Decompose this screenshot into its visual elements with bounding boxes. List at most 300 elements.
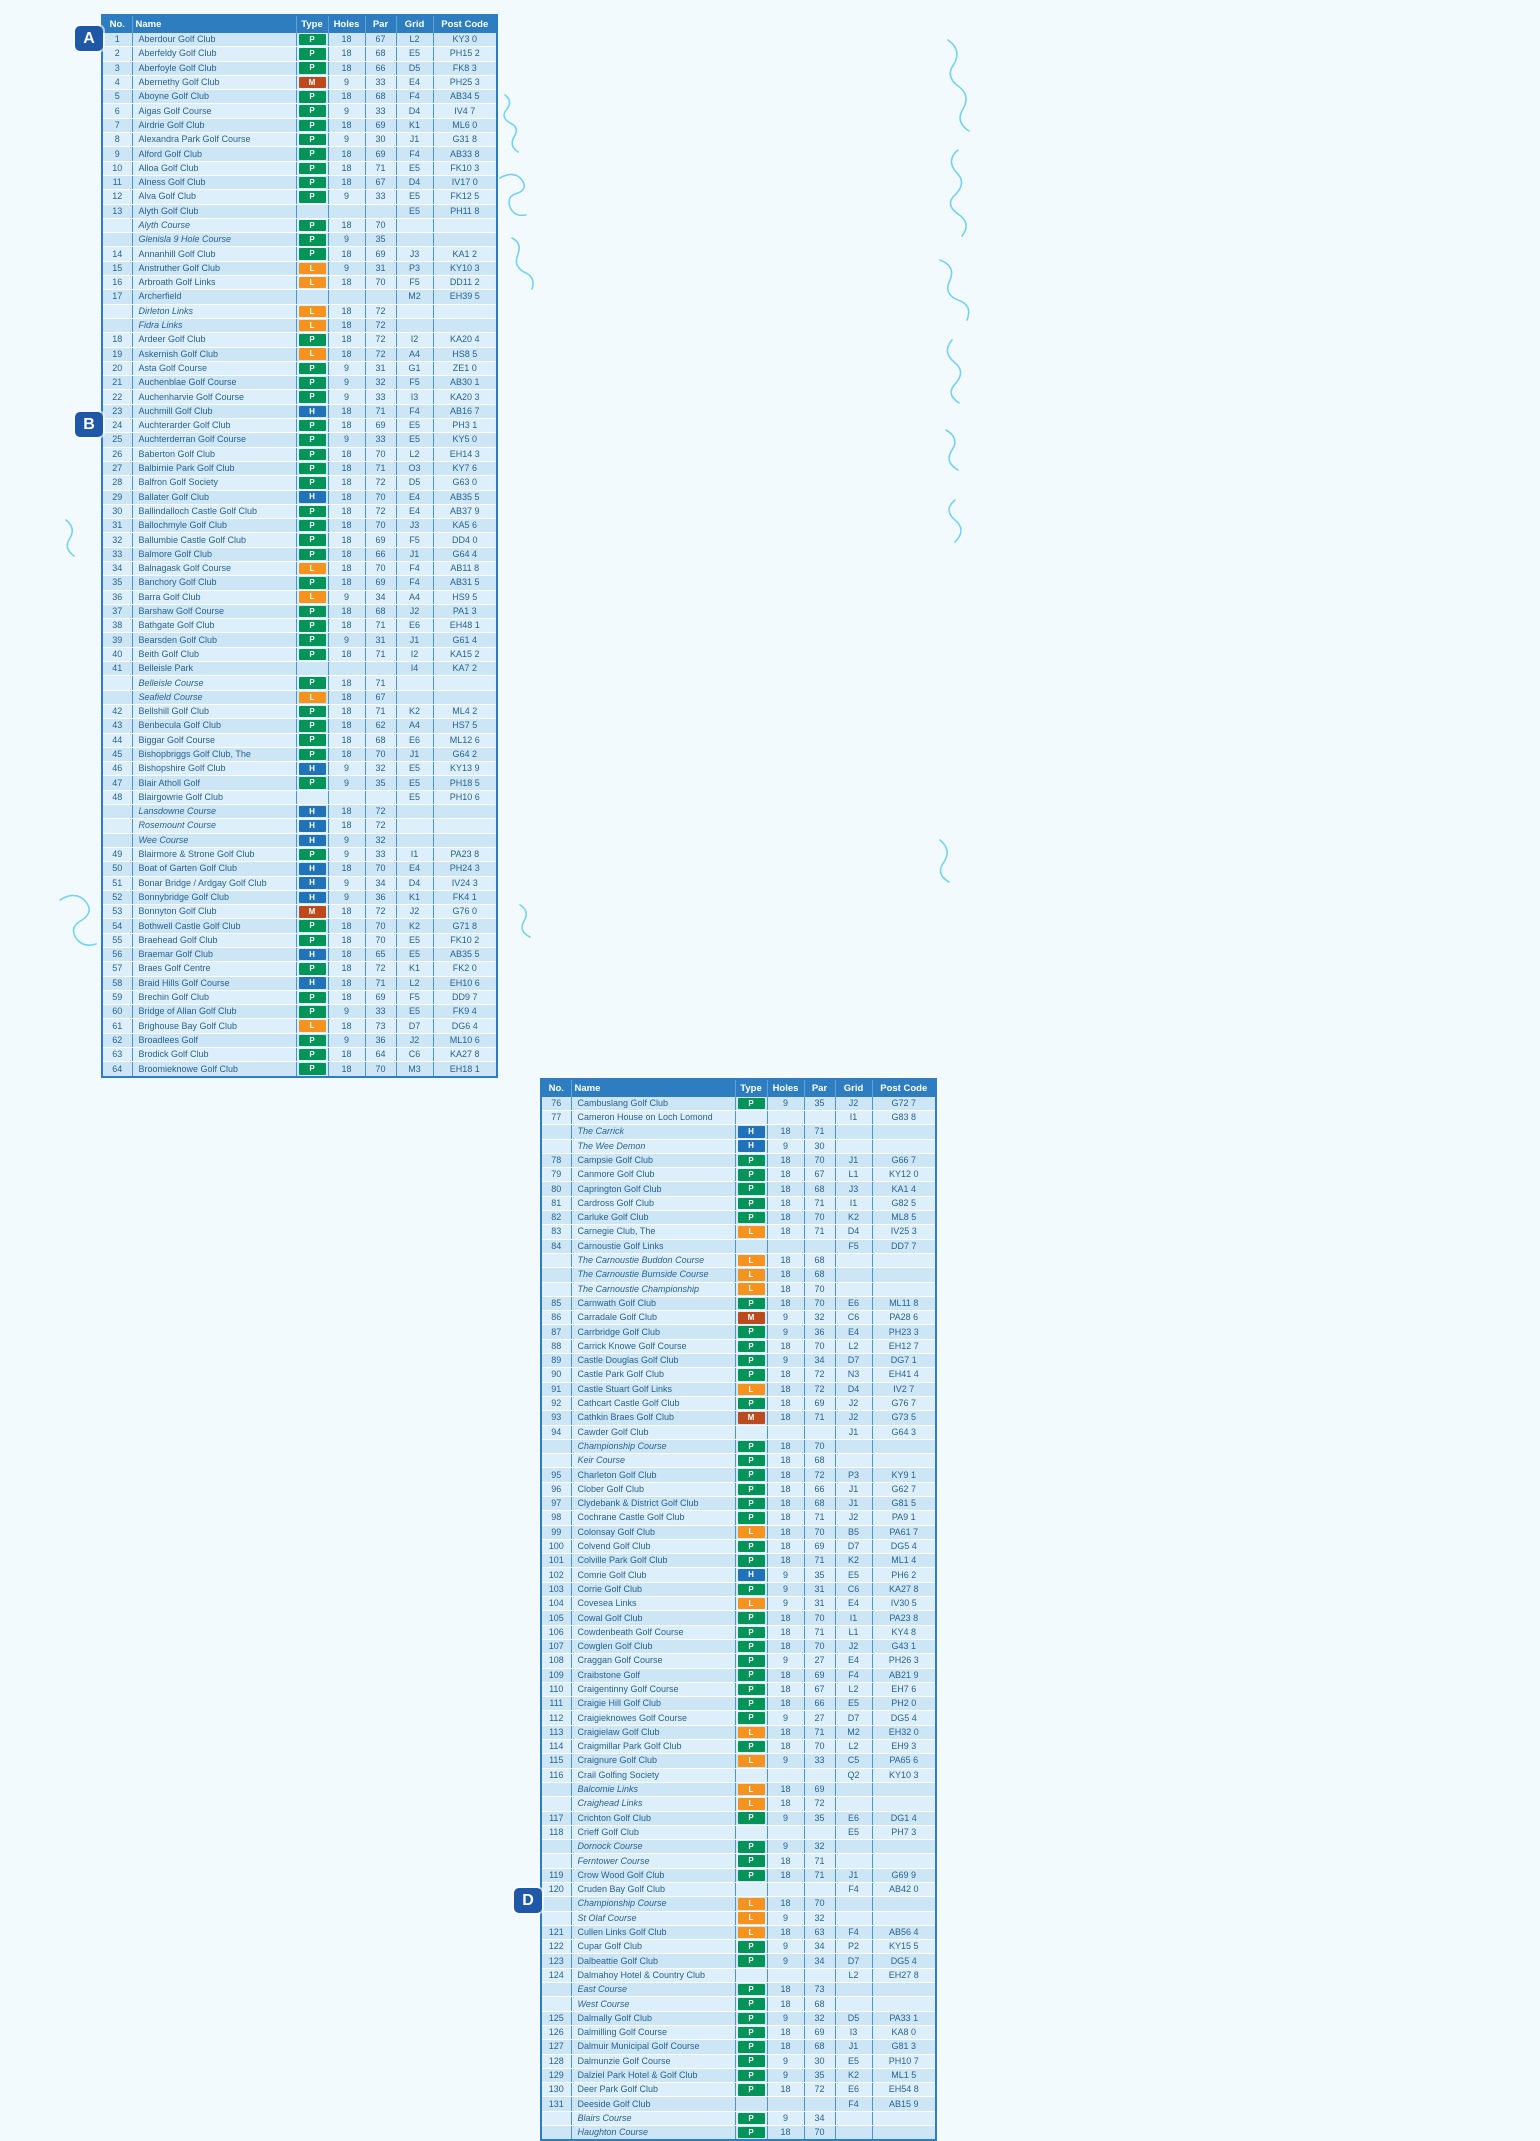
- table-row: [541, 1311, 936, 1325]
- cell-par: 70: [365, 561, 396, 575]
- cell-holes: 9: [328, 876, 365, 890]
- cell-grid: L2: [396, 447, 433, 461]
- cell-no: 123: [541, 1954, 571, 1968]
- cell-type: [735, 1554, 767, 1568]
- cell-grid: I1: [835, 1196, 872, 1210]
- cell-name: Banchory Golf Club: [132, 576, 296, 590]
- cell-no: [541, 1253, 571, 1267]
- cell-no: [541, 1282, 571, 1296]
- cell-grid: J1: [835, 1868, 872, 1882]
- cell-name: Crieff Golf Club: [571, 1825, 735, 1839]
- cell-name: Benbecula Golf Club: [132, 719, 296, 733]
- cell-postcode: KA15 2: [433, 647, 497, 661]
- cell-holes: 18: [767, 1854, 804, 1868]
- cell-name: Aberfeldy Golf Club: [132, 47, 296, 61]
- cell-par: 32: [804, 1311, 835, 1325]
- cell-type: [735, 1110, 767, 1124]
- cell-postcode: EH18 1: [433, 1062, 497, 1077]
- cell-par: 71: [365, 647, 396, 661]
- cell-type: [296, 976, 328, 990]
- cell-grid: L2: [835, 1968, 872, 1982]
- cell-grid: D7: [835, 1539, 872, 1553]
- column-header-name: Name: [571, 1079, 735, 1097]
- cell-name: Dalmilling Golf Course: [571, 2025, 735, 2039]
- table-row: [102, 147, 497, 161]
- cell-name: Dalbeattie Golf Club: [571, 1954, 735, 1968]
- type-badge-P: P: [299, 220, 326, 232]
- cell-holes: 18: [767, 1897, 804, 1911]
- cell-grid: I2: [396, 647, 433, 661]
- cell-type: [735, 1139, 767, 1153]
- cell-holes: 9: [328, 847, 365, 861]
- table-row: [541, 1754, 936, 1768]
- type-badge-H: H: [738, 1569, 765, 1581]
- type-badge-P: P: [738, 1698, 765, 1710]
- cell-type: [296, 1033, 328, 1047]
- cell-no: 92: [541, 1396, 571, 1410]
- cell-postcode: FK9 4: [433, 1005, 497, 1019]
- cell-type: [296, 276, 328, 290]
- golf-clubs-table-left: [83, 14, 1101, 1078]
- cell-type: [296, 847, 328, 861]
- cell-grid: K1: [396, 118, 433, 132]
- course-sub-row: [102, 676, 497, 690]
- cell-name: Bothwell Castle Golf Club: [132, 919, 296, 933]
- type-badge-P: P: [738, 1326, 765, 1338]
- cell-grid: [396, 318, 433, 332]
- cell-grid: [835, 1897, 872, 1911]
- cell-holes: 18: [767, 1382, 804, 1396]
- type-badge-P: P: [299, 577, 326, 589]
- cell-holes: 18: [328, 61, 365, 75]
- cell-type: [735, 1697, 767, 1711]
- table-row: [102, 604, 497, 618]
- type-badge-P: P: [738, 1183, 765, 1195]
- cell-postcode: [872, 1439, 936, 1453]
- type-badge-L: L: [299, 277, 326, 289]
- cell-grid: J3: [396, 519, 433, 533]
- cell-holes: 18: [328, 676, 365, 690]
- cell-holes: 18: [328, 948, 365, 962]
- cell-name: Ardeer Golf Club: [132, 333, 296, 347]
- table-row: [102, 762, 497, 776]
- cell-no: [102, 690, 132, 704]
- course-sub-row: [102, 819, 497, 833]
- cell-no: 41: [102, 662, 132, 676]
- cell-postcode: FK8 3: [433, 61, 497, 75]
- cell-no: 27: [102, 461, 132, 475]
- cell-no: 120: [541, 1883, 571, 1897]
- cell-type: [296, 175, 328, 189]
- cell-postcode: KA20 4: [433, 333, 497, 347]
- cell-type: [296, 218, 328, 232]
- cell-grid: D4: [396, 175, 433, 189]
- cell-postcode: G82 5: [872, 1196, 936, 1210]
- cell-holes: 18: [328, 504, 365, 518]
- cell-holes: [767, 1968, 804, 1982]
- cell-par: 71: [804, 1725, 835, 1739]
- cell-no: 130: [541, 2083, 571, 2097]
- cell-holes: 9: [328, 776, 365, 790]
- cell-grid: F4: [396, 561, 433, 575]
- cell-postcode: DD11 2: [433, 276, 497, 290]
- cell-holes: 18: [767, 2126, 804, 2141]
- cell-par: 31: [365, 361, 396, 375]
- type-badge-M: M: [738, 1312, 765, 1324]
- cell-par: 32: [365, 833, 396, 847]
- cell-grid: J2: [835, 1411, 872, 1425]
- cell-postcode: IV30 5: [872, 1597, 936, 1611]
- course-sub-row: [541, 2111, 936, 2125]
- cell-postcode: KA1 4: [872, 1182, 936, 1196]
- cell-postcode: G64 2: [433, 747, 497, 761]
- cell-grid: D4: [835, 1382, 872, 1396]
- cell-postcode: AB37 9: [433, 504, 497, 518]
- type-badge-L: L: [738, 1283, 765, 1295]
- type-badge-P: P: [738, 1098, 765, 1110]
- cell-postcode: FK10 3: [433, 161, 497, 175]
- cell-no: [541, 2126, 571, 2141]
- type-badge-H: H: [299, 835, 326, 847]
- cell-type: [296, 47, 328, 61]
- type-badge-P: P: [738, 1341, 765, 1353]
- cell-no: 58: [102, 976, 132, 990]
- cell-postcode: DD4 0: [433, 533, 497, 547]
- cell-no: 22: [102, 390, 132, 404]
- course-sub-row: [541, 1897, 936, 1911]
- cell-name: Ballater Golf Club: [132, 490, 296, 504]
- cell-no: [102, 833, 132, 847]
- cell-postcode: EH54 8: [872, 2083, 936, 2097]
- cell-name: Carrick Knowe Golf Course: [571, 1339, 735, 1353]
- golf-clubs-table-right: [522, 1078, 1540, 2141]
- cell-grid: F5: [396, 276, 433, 290]
- cell-par: 35: [804, 1568, 835, 1582]
- cell-par: 35: [804, 2068, 835, 2082]
- cell-no: 4: [102, 75, 132, 89]
- cell-postcode: AB42 0: [872, 1883, 936, 1897]
- cell-postcode: DG5 4: [872, 1711, 936, 1725]
- cell-name: Archerfield: [132, 290, 296, 304]
- cell-postcode: ML12 6: [433, 733, 497, 747]
- type-badge-H: H: [738, 1140, 765, 1152]
- cell-no: 78: [541, 1153, 571, 1167]
- cell-holes: 18: [328, 962, 365, 976]
- cell-no: 122: [541, 1940, 571, 1954]
- cell-par: 69: [365, 533, 396, 547]
- cell-name: Bonnyton Golf Club: [132, 905, 296, 919]
- cell-no: 57: [102, 962, 132, 976]
- cell-postcode: AB16 7: [433, 404, 497, 418]
- cell-name: Castle Park Golf Club: [571, 1368, 735, 1382]
- column-header-post-code: Post Code: [433, 15, 497, 33]
- cell-grid: O3: [396, 461, 433, 475]
- cell-par: 69: [804, 2025, 835, 2039]
- cell-no: 115: [541, 1754, 571, 1768]
- cell-type: [735, 1925, 767, 1939]
- cell-name: Seafield Course: [132, 690, 296, 704]
- cell-postcode: G62 7: [872, 1482, 936, 1496]
- cell-grid: [835, 1840, 872, 1854]
- cell-no: [541, 1439, 571, 1453]
- cell-grid: Q2: [835, 1768, 872, 1782]
- cell-no: 38: [102, 619, 132, 633]
- type-badge-P: P: [299, 1049, 326, 1061]
- table-row: [541, 1153, 936, 1167]
- cell-type: [296, 962, 328, 976]
- cell-par: 34: [365, 876, 396, 890]
- cell-grid: [835, 1282, 872, 1296]
- cell-postcode: [872, 1253, 936, 1267]
- cell-holes: 18: [767, 1668, 804, 1682]
- type-badge-P: P: [738, 1955, 765, 1967]
- cell-holes: 18: [328, 805, 365, 819]
- cell-type: [296, 890, 328, 904]
- cell-holes: 18: [767, 2025, 804, 2039]
- table-row: [541, 1539, 936, 1553]
- type-badge-P: P: [299, 148, 326, 160]
- cell-postcode: ML8 5: [872, 1211, 936, 1225]
- cell-holes: 18: [767, 1168, 804, 1182]
- cell-name: Bearsden Golf Club: [132, 633, 296, 647]
- cell-type: [735, 1797, 767, 1811]
- cell-postcode: AB35 5: [433, 948, 497, 962]
- cell-no: 31: [102, 519, 132, 533]
- cell-name: Alford Golf Club: [132, 147, 296, 161]
- cell-name: Cathkin Braes Golf Club: [571, 1411, 735, 1425]
- cell-grid: G1: [396, 361, 433, 375]
- cell-no: [102, 805, 132, 819]
- cell-holes: 9: [767, 1840, 804, 1854]
- cell-par: 69: [804, 1539, 835, 1553]
- cell-postcode: KY7 6: [433, 461, 497, 475]
- cell-type: [296, 805, 328, 819]
- cell-holes: 9: [328, 104, 365, 118]
- type-badge-P: P: [299, 105, 326, 117]
- type-badge-L: L: [738, 1384, 765, 1396]
- column-header-no: No.: [541, 1079, 571, 1097]
- table-row: [102, 33, 497, 47]
- table-row: [102, 790, 497, 804]
- cell-postcode: [433, 218, 497, 232]
- cell-holes: 18: [767, 1411, 804, 1425]
- cell-name: Broadlees Golf: [132, 1033, 296, 1047]
- cell-par: 65: [365, 948, 396, 962]
- cell-postcode: ML10 6: [433, 1033, 497, 1047]
- cell-grid: F5: [396, 376, 433, 390]
- type-badge-M: M: [299, 77, 326, 89]
- cell-name: Bellshill Golf Club: [132, 704, 296, 718]
- cell-name: Bonar Bridge / Ardgay Golf Club: [132, 876, 296, 890]
- cell-par: 35: [365, 233, 396, 247]
- course-sub-row: [541, 1997, 936, 2011]
- cell-type: [735, 1468, 767, 1482]
- table-row: [102, 590, 497, 604]
- cell-postcode: ML4 2: [433, 704, 497, 718]
- cell-postcode: [872, 1125, 936, 1139]
- cell-holes: 18: [328, 161, 365, 175]
- cell-name: Brechin Golf Club: [132, 990, 296, 1004]
- cell-postcode: G81 3: [872, 2040, 936, 2054]
- cell-postcode: PA65 6: [872, 1754, 936, 1768]
- cell-par: [804, 2097, 835, 2111]
- cell-holes: 18: [767, 1625, 804, 1639]
- cell-grid: L2: [835, 1740, 872, 1754]
- type-badge-P: P: [299, 391, 326, 403]
- table-row: [541, 1468, 936, 1482]
- cell-postcode: PA9 1: [872, 1511, 936, 1525]
- cell-grid: D7: [835, 1354, 872, 1368]
- cell-grid: J1: [835, 1496, 872, 1510]
- table-row: [102, 90, 497, 104]
- type-badge-P: P: [299, 62, 326, 74]
- type-badge-P: P: [738, 1684, 765, 1696]
- table-row: [541, 1597, 936, 1611]
- cell-grid: E6: [835, 1811, 872, 1825]
- type-badge-P: P: [299, 234, 326, 246]
- cell-postcode: PA28 6: [872, 1311, 936, 1325]
- cell-no: [541, 1268, 571, 1282]
- column-header-grid: Grid: [835, 1079, 872, 1097]
- cell-par: 72: [365, 805, 396, 819]
- table-row: [541, 1868, 936, 1882]
- cell-name: Carradale Golf Club: [571, 1311, 735, 1325]
- type-badge-L: L: [299, 348, 326, 360]
- cell-type: [296, 948, 328, 962]
- cell-postcode: FK2 0: [433, 962, 497, 976]
- cell-par: [804, 1968, 835, 1982]
- cell-type: [296, 733, 328, 747]
- cell-postcode: PH3 1: [433, 419, 497, 433]
- cell-name: Auchmill Golf Club: [132, 404, 296, 418]
- table-row: [102, 376, 497, 390]
- cell-holes: 9: [767, 1654, 804, 1668]
- type-badge-P: P: [738, 1669, 765, 1681]
- cell-holes: 18: [328, 747, 365, 761]
- cell-holes: 18: [767, 1439, 804, 1453]
- table-row: [541, 1582, 936, 1596]
- column-header-type: Type: [735, 1079, 767, 1097]
- type-badge-P: P: [299, 534, 326, 546]
- cell-holes: 18: [767, 1196, 804, 1210]
- cell-postcode: EH39 5: [433, 290, 497, 304]
- cell-no: 98: [541, 1511, 571, 1525]
- cell-par: 34: [804, 1954, 835, 1968]
- cell-par: [804, 1768, 835, 1782]
- type-badge-H: H: [299, 977, 326, 989]
- cell-grid: J2: [835, 1097, 872, 1111]
- cell-par: 32: [804, 1840, 835, 1854]
- table-row: [541, 1611, 936, 1625]
- cell-no: 82: [541, 1211, 571, 1225]
- type-badge-P: P: [299, 134, 326, 146]
- cell-type: [735, 1153, 767, 1167]
- cell-grid: F4: [835, 1668, 872, 1682]
- type-badge-P: P: [299, 734, 326, 746]
- cell-grid: J1: [835, 1153, 872, 1167]
- cell-holes: 18: [328, 118, 365, 132]
- cell-grid: J2: [396, 905, 433, 919]
- cell-name: Covesea Links: [571, 1597, 735, 1611]
- cell-postcode: AB30 1: [433, 376, 497, 390]
- type-badge-P: P: [299, 506, 326, 518]
- cell-no: 101: [541, 1554, 571, 1568]
- cell-grid: J2: [835, 1639, 872, 1653]
- table-row: [102, 1005, 497, 1019]
- cell-par: 71: [365, 461, 396, 475]
- cell-no: 117: [541, 1811, 571, 1825]
- type-badge-H: H: [299, 877, 326, 889]
- cell-no: 12: [102, 190, 132, 204]
- cell-type: [296, 61, 328, 75]
- type-badge-P: P: [738, 2113, 765, 2125]
- cell-postcode: PH23 3: [872, 1325, 936, 1339]
- cell-holes: [328, 790, 365, 804]
- type-badge-P: P: [299, 992, 326, 1004]
- cell-holes: 18: [328, 933, 365, 947]
- cell-grid: E5: [396, 47, 433, 61]
- cell-type: [296, 833, 328, 847]
- cell-par: 71: [365, 976, 396, 990]
- cell-postcode: G63 0: [433, 476, 497, 490]
- table-row: [541, 1554, 936, 1568]
- cell-postcode: G43 1: [872, 1639, 936, 1653]
- cell-grid: [396, 819, 433, 833]
- cell-holes: 9: [328, 75, 365, 89]
- table-row: [102, 175, 497, 189]
- cell-holes: 18: [767, 1525, 804, 1539]
- cell-postcode: [433, 676, 497, 690]
- cell-type: [735, 1811, 767, 1825]
- cell-holes: 9: [328, 361, 365, 375]
- cell-grid: [396, 833, 433, 847]
- type-badge-H: H: [299, 806, 326, 818]
- type-badge-L: L: [299, 263, 326, 275]
- cell-holes: 9: [328, 1033, 365, 1047]
- cell-no: 127: [541, 2040, 571, 2054]
- type-badge-H: H: [299, 949, 326, 961]
- cell-postcode: G81 5: [872, 1496, 936, 1510]
- cell-holes: 9: [767, 2111, 804, 2125]
- cell-postcode: KY4 8: [872, 1625, 936, 1639]
- cell-name: Auchenharvie Golf Course: [132, 390, 296, 404]
- cell-holes: 9: [767, 1711, 804, 1725]
- cell-holes: 9: [767, 1097, 804, 1111]
- cell-name: Alloa Golf Club: [132, 161, 296, 175]
- cell-type: [735, 1582, 767, 1596]
- cell-holes: 18: [328, 147, 365, 161]
- cell-type: [735, 1339, 767, 1353]
- cell-holes: 9: [767, 1754, 804, 1768]
- cell-postcode: ML11 8: [872, 1296, 936, 1310]
- cell-postcode: KY10 3: [872, 1768, 936, 1782]
- table-row: [541, 1925, 936, 1939]
- cell-holes: 18: [328, 919, 365, 933]
- cell-holes: 9: [767, 1940, 804, 1954]
- cell-par: 67: [365, 175, 396, 189]
- cell-name: Clydebank & District Golf Club: [571, 1496, 735, 1510]
- type-badge-L: L: [299, 1020, 326, 1032]
- table-row: [541, 1296, 936, 1310]
- cell-name: Balbirnie Park Golf Club: [132, 461, 296, 475]
- cell-grid: E6: [835, 1296, 872, 1310]
- type-badge-P: P: [299, 477, 326, 489]
- cell-name: Askernish Golf Club: [132, 347, 296, 361]
- course-sub-row: [541, 1253, 936, 1267]
- cell-type: [296, 633, 328, 647]
- table-row: [102, 962, 497, 976]
- cell-name: Championship Course: [571, 1897, 735, 1911]
